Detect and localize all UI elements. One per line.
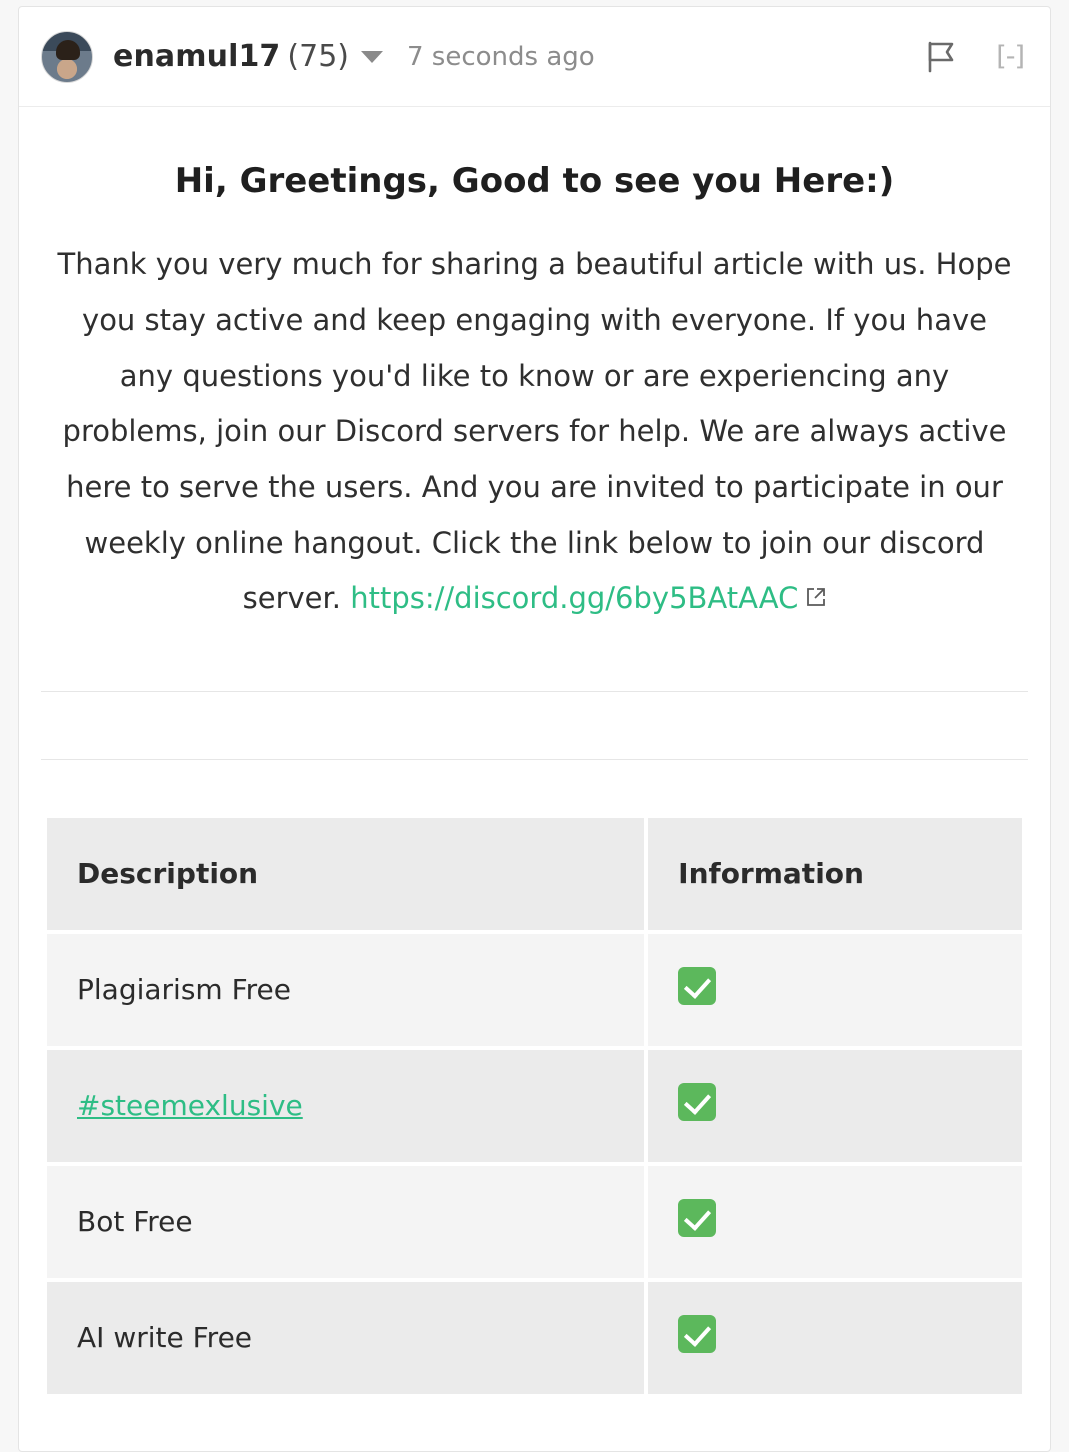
row-information	[648, 1050, 1022, 1162]
column-header-description: Description	[47, 818, 644, 930]
row-description	[47, 1050, 644, 1162]
discord-invite-link[interactable]: https://discord.gg/6by5BAtAAC	[350, 581, 799, 616]
table-row	[47, 1166, 1022, 1278]
chevron-down-icon[interactable]	[361, 51, 383, 63]
flag-icon[interactable]	[926, 41, 956, 73]
comment-timestamp[interactable]: 7 seconds ago	[407, 41, 595, 72]
author-reputation: (75)	[287, 39, 349, 74]
check-mark-icon	[678, 967, 716, 1005]
check-mark-icon	[678, 1315, 716, 1353]
info-table	[43, 814, 1026, 1398]
external-link-icon	[806, 587, 826, 607]
collapse-toggle[interactable]: [-]	[996, 41, 1024, 72]
comment-body	[19, 107, 1050, 627]
comment-author[interactable]: enamul17	[113, 39, 281, 74]
row-information	[648, 934, 1022, 1046]
comment-paragraph-text: Thank you very much for sharing a beautiful article with us. Hope you stay active and keep engaging with everyone. If you have any questions you'd like to know or are experiencing any problems, join our Discord servers for help. We are always active here to serve the users. And you are invited to participate in our weekly online hangout. Click the link below to join our discord server.	[57, 247, 1012, 616]
avatar[interactable]	[41, 31, 93, 83]
info-table-body	[47, 934, 1022, 1394]
check-mark-icon	[678, 1083, 716, 1121]
table-header-row	[47, 818, 1022, 930]
row-description: AI write Free	[47, 1282, 644, 1394]
info-table-wrapper	[43, 814, 1026, 1398]
check-mark-icon	[678, 1199, 716, 1237]
divider-top	[41, 691, 1028, 692]
row-information	[648, 1166, 1022, 1278]
comment-header	[19, 7, 1050, 107]
table-row	[47, 1050, 1022, 1162]
comment-card	[18, 6, 1051, 1452]
row-information	[648, 1282, 1022, 1394]
steemexclusive-tag-link[interactable]: #steemexlusive	[77, 1089, 303, 1123]
table-row	[47, 1282, 1022, 1394]
table-row	[47, 934, 1022, 1046]
comment-text	[57, 237, 1012, 627]
greeting-heading: Hi, Greetings, Good to see you Here:)	[174, 161, 895, 201]
info-table-head	[47, 818, 1022, 930]
row-description: Plagiarism Free	[47, 934, 644, 1046]
row-description: Bot Free	[47, 1166, 644, 1278]
column-header-information: Information	[648, 818, 1022, 930]
divider-bottom	[41, 759, 1028, 760]
